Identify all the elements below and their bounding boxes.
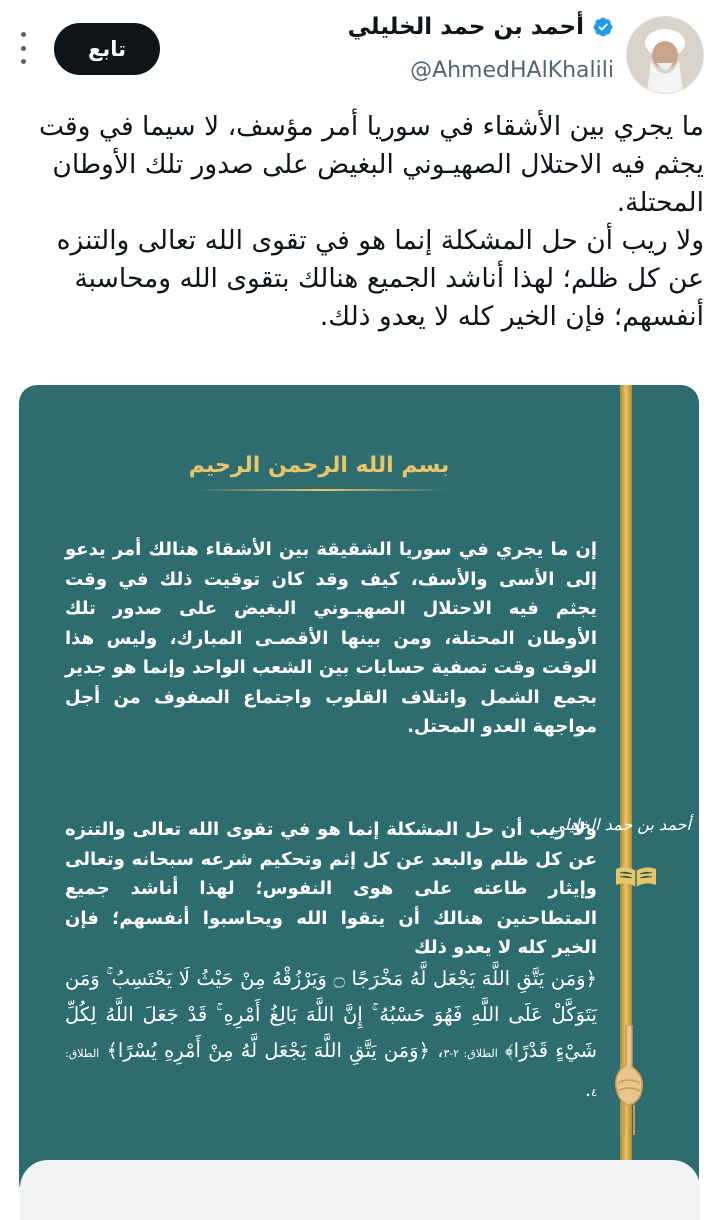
quran-verse: ﴿وَمَن يَتَّقِ اللَّهَ يَجْعَل لَّهُ مِنْ أَمْرِهِ يُسْرًا﴾ [106, 1039, 430, 1062]
card-paragraph: إن ما يجري في سوريا الشقيقة بين الأشقاء هنالك أمر يدعو إلى الأسى والأسف، كيف وقد كان توقيت ذلك في وقت يجثم فيه الاحتلال الصهيـوني البغيض على صدور تلك الأوطان المحتلة، ومن بينها الأقصـى المبارك، وليس هذا الوقت وقت تصفية حسابات بين الشعب الواحد وإنما هو جدير بجمع الشمل وائتلاف القلوب واجتماع الصفوف من أجل مواجهة العدو المحتل. [65, 539, 597, 737]
card-quote: ﴿وَمَن يَتَّقِ اللَّهَ يَجْعَل لَّهُ مَخْرَجًا ۝ وَيَرْزُقْهُ مِنْ حَيْثُ لَا يَحْتَسِبُ ۚ وَمَن يَتَوَكَّلْ عَلَى اللَّهِ فَهُوَ حَسْبُهُ ۚ إِنَّ اللَّهَ بَالِغُ أَمْرِهِ ۚ قَدْ جَعَلَ اللَّهُ لِكُلِّ شَيْءٍ قَدْرًا﴾ الطلاق: ٢-٣، ﴿وَمَن يَتَّقِ اللَّهَ يَجْعَل لَّهُ مِنْ أَمْرِهِ يُسْرًا﴾ الطلاق: ٤. [65, 967, 597, 1101]
clasped-hands-icon [604, 1025, 652, 1135]
author-signature: أحمد بن حمد الخليلي [551, 815, 691, 834]
verified-badge-icon [592, 16, 614, 38]
display-name[interactable]: أحمد بن حمد الخليلي [347, 14, 584, 40]
name-row [348, 14, 614, 40]
bottom-sheet[interactable] [20, 1160, 700, 1220]
card-paragraph: ولا ريب أن حل المشكلة إنما هو في تقوى الله تعالى والتنزه عن كل ظلم والبعد عن كل إثم وتحكيم شرعه سبحانه وتعالى وإيثار طاعته على هوى النفوس؛ لهذا أناشد جميع المتطاحنين هنالك أن يتقوا الله ويحاسبوا أنفسهم؛ فإن الخير كله لا يعدو ذلك [65, 819, 597, 958]
handle[interactable]: @AhmedHAlKhalili [410, 58, 614, 83]
tweet-media-card[interactable] [19, 385, 699, 1200]
tweet-text [14, 108, 704, 336]
more-vertical-icon[interactable] [18, 32, 28, 64]
card-title: بسم الله الرحمن الرحيم [188, 453, 450, 478]
follow-button[interactable]: تابع [54, 23, 160, 75]
verse-reference: الطلاق: ٢-٣ [443, 1047, 498, 1060]
tweet-line: ما يجري بين الأشقاء في سوريا أمر مؤسف، لا سيما في وقت يجثم فيه الاحتلال الصهيـوني البغيض على صدور تلك الأوطان المحتلة. [38, 111, 704, 218]
avatar-photo-icon [627, 17, 703, 93]
avatar[interactable] [626, 16, 704, 94]
open-book-icon [614, 863, 658, 889]
tweet-header [0, 0, 720, 100]
tweet-line: ولا ريب أن حل المشكلة إنما هو في تقوى الله تعالى والتنزه عن كل ظلم؛ لهذا أناشد الجميع هنالك بتقوى الله ومحاسبة أنفسهم؛ فإن الخير كله لا يعدو ذلك. [56, 225, 704, 332]
title-divider [194, 489, 449, 491]
quran-verse: ﴿وَمَن يَتَّقِ اللَّهَ يَجْعَل لَّهُ مَخْرَجًا ۝ وَيَرْزُقْهُ مِنْ حَيْثُ لَا يَحْتَسِبُ ۚ وَمَن يَتَوَكَّلْ عَلَى اللَّهِ فَهُوَ حَسْبُهُ ۚ إِنَّ اللَّهَ بَالِغُ أَمْرِهِ ۚ قَدْ جَعَلَ اللَّهُ لِكُلِّ شَيْءٍ قَدْرًا﴾ [65, 967, 597, 1062]
verse-reference: الطلاق: ٤ [65, 1047, 597, 1099]
signature-block [551, 781, 691, 871]
